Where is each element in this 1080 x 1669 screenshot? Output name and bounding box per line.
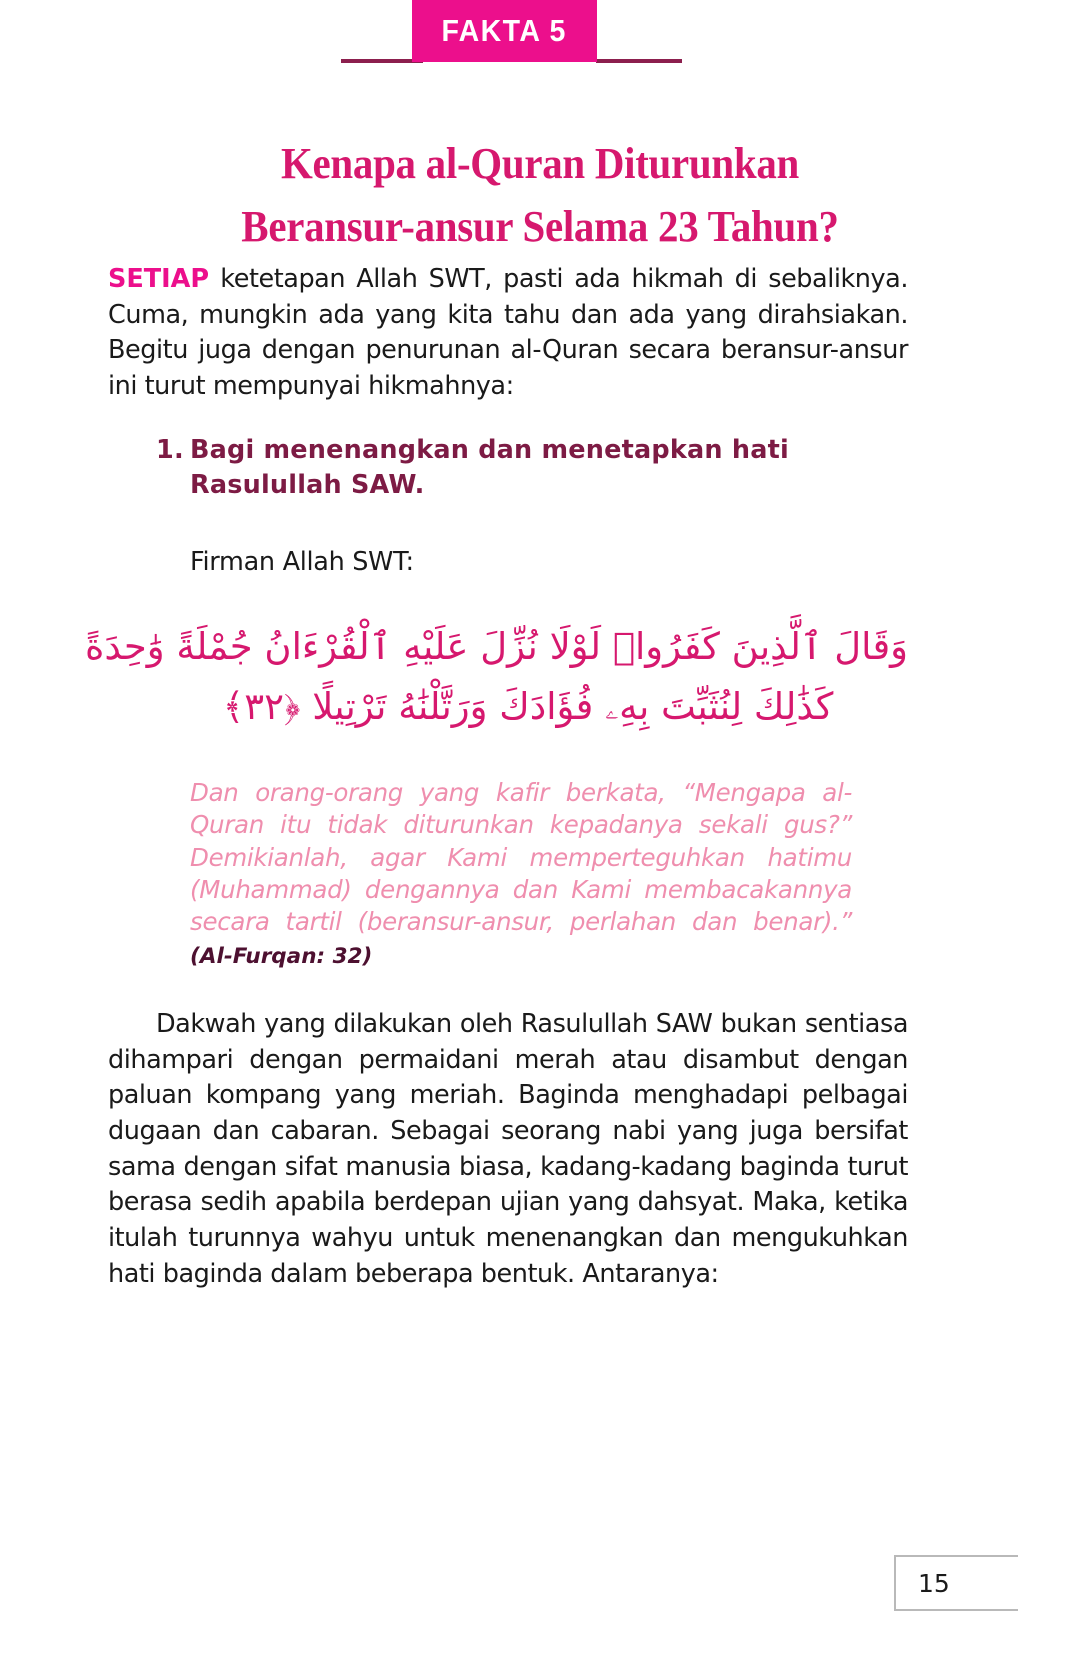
closing-paragraph: Dakwah yang dilakukan oleh Rasulullah SAW bukan sentiasa dihampari dengan permaidani merah atau disambut dengan paluan kompang yang meriah. Baginda menghadapi pelbagai dugaan dan cabaran. Sebagai seorang nabi yang juga bersifat sama dengan sifat manusia biasa, kadang-kadang baginda turut berasa sedih apabila berdepan ujian yang dahsyat. Maka, ketika itulah turunnya wahyu untuk menenangkan dan mengukuhkan hati baginda dalam beberapa bentuk. Antaranya: — [108, 1009, 908, 1289]
page-number-box — [894, 1555, 1018, 1611]
page-number: 15 — [918, 1568, 950, 1598]
verse-translation — [190, 777, 852, 971]
firman-label: Firman Allah SWT: — [190, 547, 414, 578]
quran-verse — [85, 617, 908, 737]
article-body — [85, 262, 908, 1293]
header-rule-left — [341, 59, 423, 63]
list-item-index: 1. — [156, 434, 184, 465]
page-title-line-2: Beransur-ansur Selama 23 Tahun? — [241, 201, 839, 251]
fakta-badge-label: FAKTA 5 — [441, 13, 568, 48]
list-item — [156, 433, 908, 503]
verse-translation-text: Dan orang-orang yang kafir berkata, “Mengapa al-Quran itu tidak diturunkan kepadanya sekali gus?” Demikianlah, agar Kami memperteguhkan hatimu (Muhammad) dengannya dan Kami membacakannya secara tartil (beransur-ansur, perlahan dan benar).” — [190, 778, 852, 937]
quran-verse-line-1: وَقَالَ ٱلَّذِينَ كَفَرُوا۟ لَوْلَا نُزِّلَ عَلَيْهِ ٱلْقُرْءَانُ جُمْلَةً وَٰحِدَةً — [85, 625, 908, 669]
quran-verse-line-2: كَذَٰلِكَ لِنُثَبِّتَ بِهِۦ فُؤَادَكَ وَرَتَّلْنَٰهُ تَرْتِيلًا ﴿٣٢﴾ — [222, 685, 834, 729]
verse-citation: (Al-Furqan: 32) — [190, 943, 373, 969]
list-item-label: Bagi menenangkan dan menetapkan hati Rasulullah SAW. — [190, 434, 789, 500]
page-title-line-1: Kenapa al-Quran Diturunkan — [280, 139, 800, 189]
fakta-header — [0, 0, 1080, 78]
intro-lead-word: SETIAP — [108, 264, 210, 294]
page-title — [122, 133, 959, 258]
fakta-badge — [412, 0, 597, 62]
intro-paragraph-text: ketetapan Allah SWT, pasti ada hikmah di sebaliknya. Cuma, mungkin ada yang kita tahu dan ada yang dirahsiakan. Begitu juga dengan penurunan al-Quran secara beransur-ansur ini turut mempunyai hikmahnya: — [108, 264, 908, 402]
header-rule-right — [596, 59, 682, 63]
intro-paragraph — [108, 262, 908, 405]
